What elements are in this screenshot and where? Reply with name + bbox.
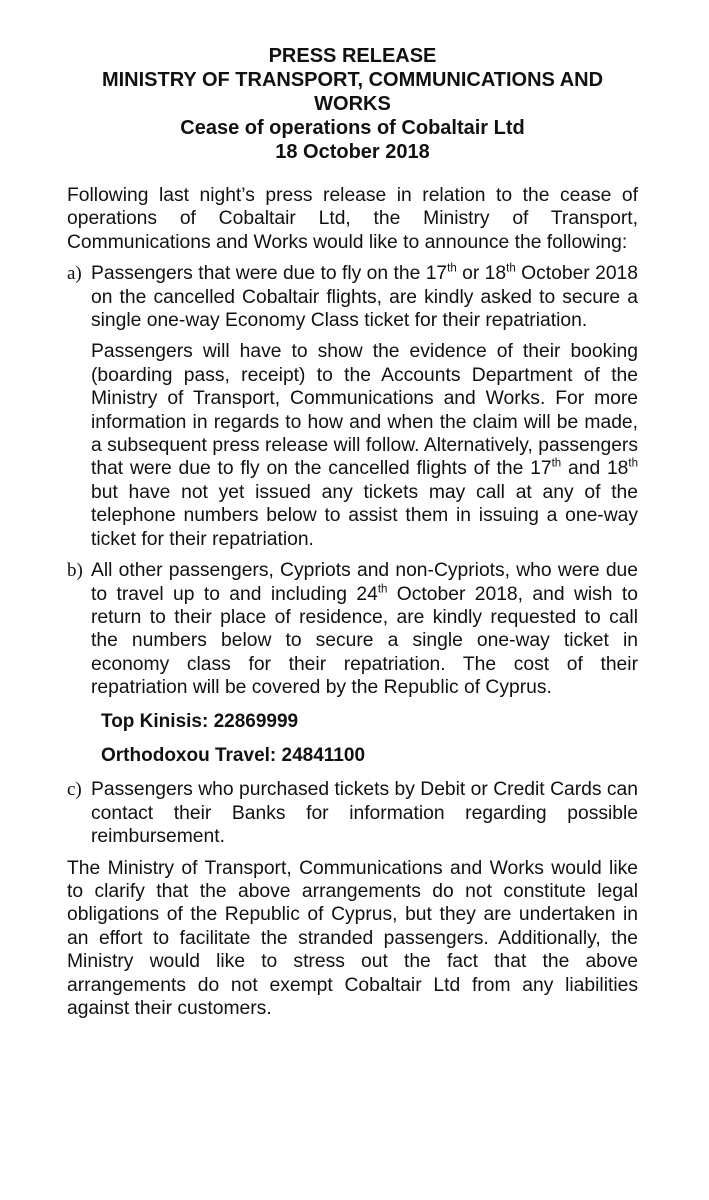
list-item-a-body [81,262,638,551]
list-marker-c: c) [67,779,82,801]
list-item-b [67,559,638,699]
header-subject: Cease of operations of Cobaltair Ltd [180,117,525,139]
header-date: 18 October 2018 [275,141,430,163]
list-item-c [67,778,638,848]
item-a-paragraph-2: Passengers will have to show the evidence of their booking (boarding pass, receipt) to the Accounts Department of the Ministry of Transport, Communications and Works. For more information in regards to how and when the claim will be made, a subsequent press release will follow. Alternatively, passengers that were due to fly on the cancelled flights of the 17th and 18th but have not yet issued any tickets may call at any of the telephone numbers below to assist them in issuing a one-way ticket for their repatriation. [91,341,638,550]
list-item-c-body [81,778,638,848]
item-b-paragraph: All other passengers, Cypriots and non-Cypriots, who were due to travel up to and including 24th October 2018, and wish to return to their place of residence, are kindly requested to call the numbers below to secure a single one-way ticket in economy class for their repatriation. The cost of their repatriation will be covered by the Republic of Cyprus. [91,560,638,699]
list-marker-b: b) [67,560,83,582]
list-item-b-body [81,559,638,699]
item-c-paragraph: Passengers who purchased tickets by Debit or Credit Cards can contact their Banks for information regarding possible reimbursement. [91,779,638,848]
contact-top-kinisis: Top Kinisis: 22869999 [101,710,299,732]
header-title: PRESS RELEASE [268,45,437,67]
intro-paragraph: Following last night’s press release in relation to the cease of operations of Cobaltair Ltd, the Ministry of Transport, Communications and Works would like to announce the following: [67,185,638,253]
closing-paragraph: The Ministry of Transport, Communications and Works would like to clarify that the above arrangements do not constitute legal obligations of the Republic of Cyprus, but they are undertaken in an effort to facilitate the stranded passengers. Additionally, the Ministry would like to stress out the fact that the above arrangements do not exempt Cobaltair Ltd from any liabilities against their customers. [67,857,638,1019]
contact-orthodoxou-travel: Orthodoxou Travel: 24841100 [101,744,366,766]
header [67,44,638,164]
header-ministry: MINISTRY OF TRANSPORT, COMMUNICATIONS AND WORKS [101,69,604,115]
list-item-a [67,262,638,551]
item-a-paragraph-1: Passengers that were due to fly on the 17th or 18th October 2018 on the cancelled Cobaltair flights, are kindly asked to secure a single one-way Economy Class ticket for their repatriation. [91,262,639,332]
list-marker-a: a) [67,263,82,285]
